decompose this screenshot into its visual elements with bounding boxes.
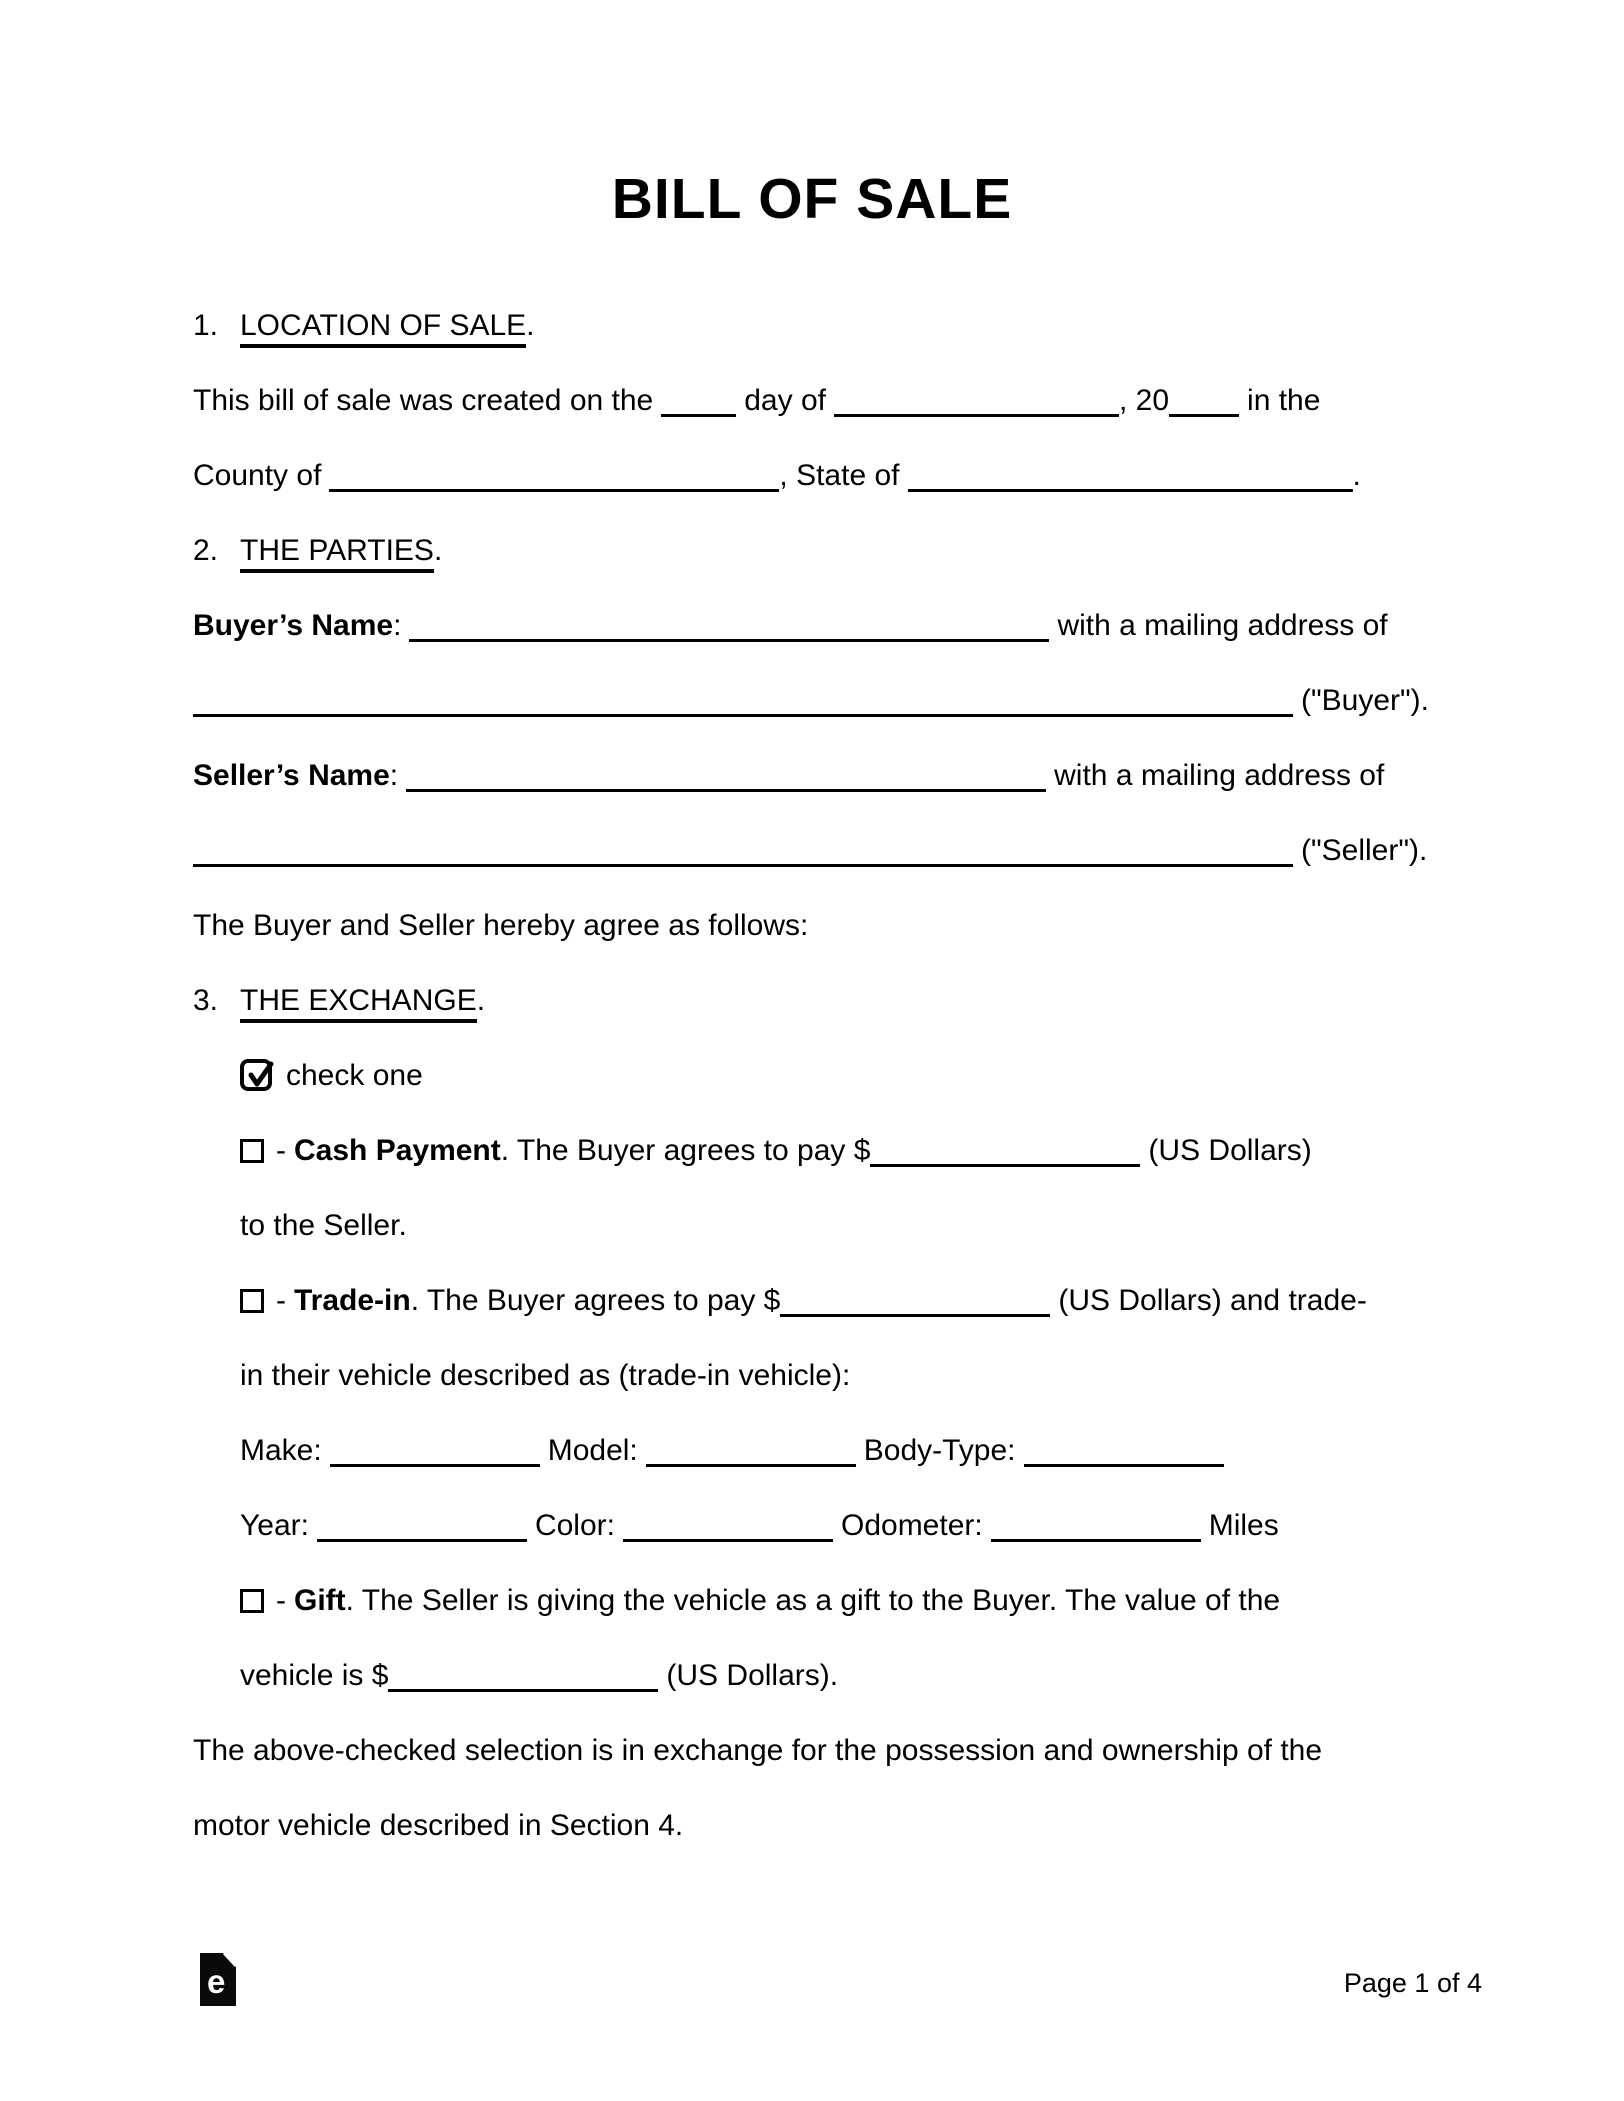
buyer-address-blank-field[interactable] — [193, 704, 1293, 717]
gift-label: Gift — [294, 1584, 346, 1617]
miles-label: Miles — [1208, 1509, 1279, 1542]
trade-in-label: Trade-in — [294, 1284, 411, 1317]
section-2-number: 2. — [193, 534, 219, 567]
month-blank-field[interactable] — [834, 404, 1119, 417]
location-county-line: County of , State of . — [193, 459, 1361, 492]
cash-payment-checkbox[interactable] — [240, 1139, 264, 1163]
section-2-title: THE PARTIES — [240, 534, 434, 573]
section-1-title: LOCATION OF SALE — [240, 309, 526, 348]
day-blank-field[interactable] — [661, 404, 736, 417]
model-label: Model: — [547, 1434, 638, 1467]
color-label: Color: — [534, 1509, 615, 1542]
closing-line-1: The above-checked selection is in exchange for the possession and ownership of the — [193, 1734, 1323, 1767]
year-label: Year: — [240, 1509, 309, 1542]
section-3-title: THE EXCHANGE — [240, 984, 477, 1023]
cash-payment-continuation: to the Seller. — [240, 1209, 407, 1242]
section-3-heading: 3. THE EXCHANGE. — [193, 963, 1473, 1038]
agreement-line: The Buyer and Seller hereby agree as follows: — [193, 909, 809, 942]
county-blank-field[interactable] — [329, 479, 779, 492]
checked-checkbox-icon — [240, 1059, 272, 1091]
vehicle-row-2 — [193, 1488, 1473, 1563]
model-blank-field[interactable] — [646, 1454, 856, 1467]
buyer-name-line: Buyer’s Name: with a mailing address of — [193, 609, 1388, 642]
location-created-line: This bill of sale was created on the day of , 20 in the — [193, 384, 1321, 417]
seller-name-label: Seller’s Name — [193, 759, 390, 792]
vehicle-year-blank-field[interactable] — [317, 1529, 527, 1542]
document-title: BILL OF SALE — [611, 167, 1013, 231]
seller-name-line: Seller’s Name: with a mailing address of — [193, 759, 1385, 792]
odometer-label: Odometer: — [840, 1509, 983, 1542]
buyer-name-label: Buyer’s Name — [193, 609, 394, 642]
gift-continuation: vehicle is $ (US Dollars). — [240, 1659, 839, 1692]
logo-letter: e — [207, 1963, 226, 2000]
make-blank-field[interactable] — [330, 1454, 540, 1467]
color-blank-field[interactable] — [623, 1529, 833, 1542]
check-one-label: check one — [286, 1059, 423, 1092]
seller-name-blank-field[interactable] — [406, 779, 1046, 792]
make-label: Make: — [240, 1434, 322, 1467]
body-type-label: Body-Type: — [863, 1434, 1016, 1467]
document-body — [193, 288, 1473, 1863]
gift-value-blank-field[interactable] — [388, 1679, 658, 1692]
cash-amount-blank-field[interactable] — [870, 1154, 1140, 1167]
cash-payment-label: Cash Payment — [294, 1134, 501, 1167]
section-3-number: 3. — [193, 984, 219, 1017]
section-1-heading: 1. LOCATION OF SALE. — [193, 288, 1473, 363]
trade-amount-blank-field[interactable] — [780, 1304, 1050, 1317]
trade-in-checkbox[interactable] — [240, 1289, 264, 1313]
check-one-line — [193, 1038, 1473, 1113]
buyer-address-line: ("Buyer"). — [193, 663, 1473, 738]
body-type-blank-field[interactable] — [1024, 1454, 1224, 1467]
eforms-logo-icon — [200, 1953, 236, 2011]
section-2-heading: 2. THE PARTIES. — [193, 513, 1473, 588]
gift-checkbox[interactable] — [240, 1589, 264, 1613]
trade-in-line: - Trade-in. The Buyer agrees to pay $ (US Dollars) and trade- — [193, 1263, 1473, 1338]
vehicle-row-1 — [193, 1413, 1473, 1488]
closing-line-2: motor vehicle described in Section 4. — [193, 1809, 684, 1842]
section-1-number: 1. — [193, 309, 219, 342]
gift-line: - Gift. The Seller is giving the vehicle as a gift to the Buyer. The value of the — [193, 1563, 1473, 1638]
odometer-blank-field[interactable] — [991, 1529, 1201, 1542]
buyer-name-blank-field[interactable] — [409, 629, 1049, 642]
state-blank-field[interactable] — [908, 479, 1353, 492]
cash-payment-line: - Cash Payment. The Buyer agrees to pay $ (US Dollars) — [193, 1113, 1473, 1188]
seller-address-blank-field[interactable] — [193, 854, 1293, 867]
seller-address-line: ("Seller"). — [193, 813, 1473, 888]
trade-in-continuation: in their vehicle described as (trade-in vehicle): — [240, 1359, 851, 1392]
page-number: Page 1 of 4 — [1343, 1968, 1482, 1998]
year-blank-field[interactable] — [1169, 404, 1239, 417]
